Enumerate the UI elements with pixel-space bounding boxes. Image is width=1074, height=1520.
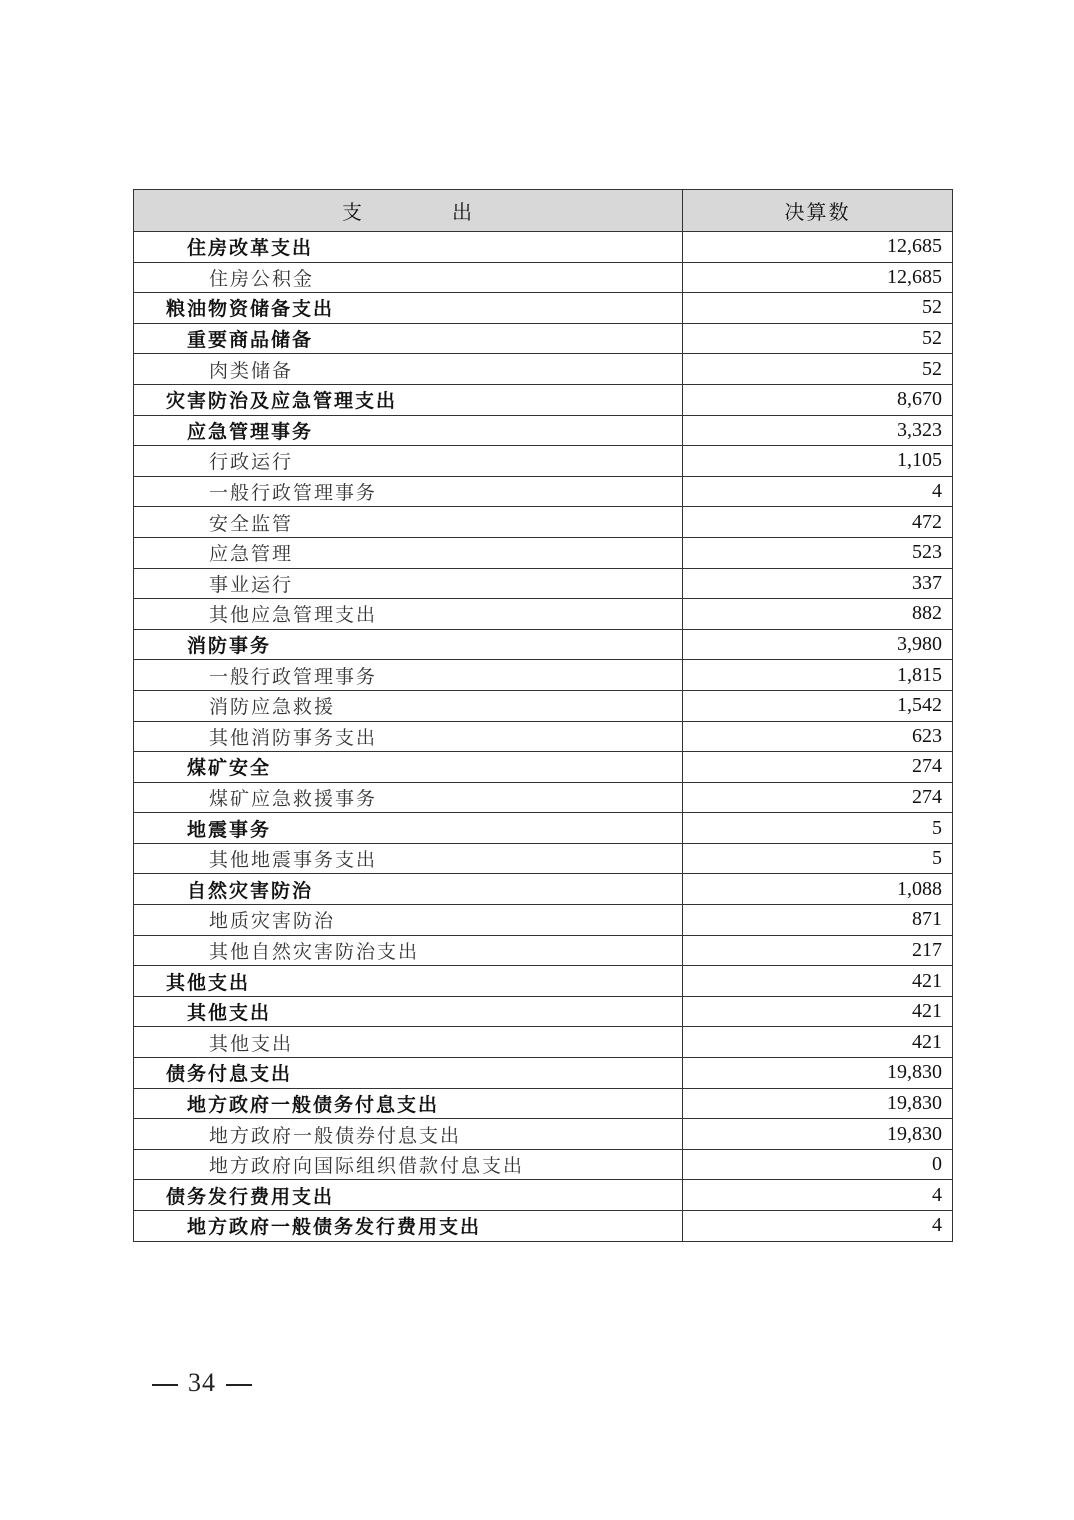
item-name-cell: 应急管理事务	[134, 415, 683, 446]
item-name-cell: 其他应急管理支出	[134, 599, 683, 630]
item-name-cell: 地方政府一般债务付息支出	[134, 1088, 683, 1119]
table-row	[134, 1119, 953, 1150]
item-name-cell: 一般行政管理事务	[134, 476, 683, 507]
table-row	[134, 905, 953, 936]
item-name-cell: 债务发行费用支出	[134, 1180, 683, 1211]
table-row	[134, 935, 953, 966]
item-name-cell: 其他支出	[134, 966, 683, 997]
table-row	[134, 415, 953, 446]
table-row	[134, 476, 953, 507]
item-name-cell: 行政运行	[134, 446, 683, 477]
item-amount-cell: 3,323	[683, 415, 953, 446]
item-name-cell: 住房公积金	[134, 262, 683, 293]
table-header	[134, 190, 953, 232]
item-amount-cell: 19,830	[683, 1058, 953, 1089]
table-row	[134, 1088, 953, 1119]
table-row	[134, 660, 953, 691]
item-amount-cell: 3,980	[683, 629, 953, 660]
page-number: 34	[188, 1368, 216, 1397]
item-amount-cell: 421	[683, 966, 953, 997]
table-row	[134, 323, 953, 354]
budget-expenditure-table	[133, 189, 953, 1242]
table-row	[134, 721, 953, 752]
item-name-cell: 住房改革支出	[134, 232, 683, 263]
item-name-cell: 地方政府一般债券付息支出	[134, 1119, 683, 1150]
header-expenditure: 支 出	[134, 190, 683, 232]
table-row	[134, 599, 953, 630]
table-row	[134, 384, 953, 415]
item-name-cell: 其他地震事务支出	[134, 843, 683, 874]
item-name-cell: 地震事务	[134, 813, 683, 844]
table-row	[134, 1027, 953, 1058]
page-number-dash-left	[152, 1384, 178, 1386]
item-amount-cell: 4	[683, 1211, 953, 1242]
item-amount-cell: 623	[683, 721, 953, 752]
item-name-cell: 消防应急救援	[134, 690, 683, 721]
item-name-cell: 其他支出	[134, 1027, 683, 1058]
item-name-cell: 其他支出	[134, 996, 683, 1027]
item-amount-cell: 4	[683, 476, 953, 507]
table-row	[134, 1211, 953, 1242]
item-amount-cell: 8,670	[683, 384, 953, 415]
item-name-cell: 灾害防治及应急管理支出	[134, 384, 683, 415]
page-footer	[142, 1368, 262, 1398]
table-row	[134, 568, 953, 599]
item-amount-cell: 12,685	[683, 262, 953, 293]
item-amount-cell: 217	[683, 935, 953, 966]
table-row	[134, 354, 953, 385]
item-amount-cell: 421	[683, 1027, 953, 1058]
item-name-cell: 肉类储备	[134, 354, 683, 385]
header-row	[134, 190, 953, 232]
item-amount-cell: 871	[683, 905, 953, 936]
item-name-cell: 地质灾害防治	[134, 905, 683, 936]
item-amount-cell: 274	[683, 782, 953, 813]
table-row	[134, 537, 953, 568]
item-amount-cell: 882	[683, 599, 953, 630]
table-row	[134, 690, 953, 721]
item-name-cell: 一般行政管理事务	[134, 660, 683, 691]
item-name-cell: 粮油物资储备支出	[134, 293, 683, 324]
table-row	[134, 1180, 953, 1211]
item-amount-cell: 421	[683, 996, 953, 1027]
item-amount-cell: 1,088	[683, 874, 953, 905]
item-amount-cell: 5	[683, 843, 953, 874]
table-row	[134, 843, 953, 874]
table-row	[134, 507, 953, 538]
table-row	[134, 1058, 953, 1089]
table-row	[134, 996, 953, 1027]
item-name-cell: 事业运行	[134, 568, 683, 599]
item-name-cell: 其他自然灾害防治支出	[134, 935, 683, 966]
table-row	[134, 446, 953, 477]
item-amount-cell: 1,815	[683, 660, 953, 691]
item-name-cell: 其他消防事务支出	[134, 721, 683, 752]
item-name-cell: 地方政府一般债务发行费用支出	[134, 1211, 683, 1242]
item-name-cell: 债务付息支出	[134, 1058, 683, 1089]
table-row	[134, 874, 953, 905]
item-amount-cell: 274	[683, 752, 953, 783]
item-name-cell: 安全监管	[134, 507, 683, 538]
item-amount-cell: 52	[683, 293, 953, 324]
table-row	[134, 293, 953, 324]
item-amount-cell: 523	[683, 537, 953, 568]
table-row	[134, 966, 953, 997]
item-name-cell: 地方政府向国际组织借款付息支出	[134, 1149, 683, 1180]
item-name-cell: 重要商品储备	[134, 323, 683, 354]
item-name-cell: 应急管理	[134, 537, 683, 568]
page-number-dash-right	[226, 1384, 252, 1386]
item-name-cell: 自然灾害防治	[134, 874, 683, 905]
header-final-amount: 决算数	[683, 190, 953, 232]
item-amount-cell: 52	[683, 354, 953, 385]
item-name-cell: 消防事务	[134, 629, 683, 660]
table-row	[134, 813, 953, 844]
item-amount-cell: 5	[683, 813, 953, 844]
item-amount-cell: 19,830	[683, 1119, 953, 1150]
item-amount-cell: 1,105	[683, 446, 953, 477]
item-amount-cell: 1,542	[683, 690, 953, 721]
item-amount-cell: 19,830	[683, 1088, 953, 1119]
table-row	[134, 629, 953, 660]
item-amount-cell: 472	[683, 507, 953, 538]
table-body	[134, 232, 953, 1242]
item-name-cell: 煤矿安全	[134, 752, 683, 783]
table-row	[134, 782, 953, 813]
table-row	[134, 232, 953, 263]
table-row	[134, 1149, 953, 1180]
item-amount-cell: 52	[683, 323, 953, 354]
item-amount-cell: 0	[683, 1149, 953, 1180]
table-row	[134, 262, 953, 293]
item-amount-cell: 337	[683, 568, 953, 599]
item-amount-cell: 12,685	[683, 232, 953, 263]
table-row	[134, 752, 953, 783]
item-name-cell: 煤矿应急救援事务	[134, 782, 683, 813]
item-amount-cell: 4	[683, 1180, 953, 1211]
